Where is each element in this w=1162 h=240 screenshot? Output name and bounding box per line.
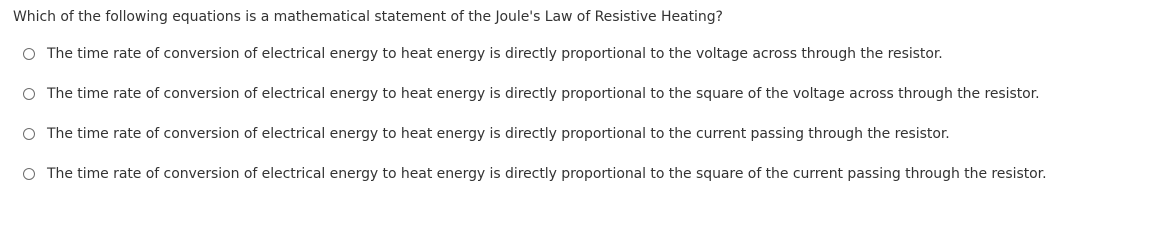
answer-option-3[interactable] bbox=[23, 123, 950, 145]
answer-option-label: The time rate of conversion of electrical energy to heat energy is directly proportional to the voltage across through the resistor. bbox=[47, 46, 943, 62]
radio-button-icon[interactable] bbox=[23, 168, 35, 180]
answer-option-label: The time rate of conversion of electrical energy to heat energy is directly proportional to the current passing through the resistor. bbox=[47, 126, 950, 142]
question-text: Which of the following equations is a mathematical statement of the Joule's Law of Resistive Heating? bbox=[13, 9, 723, 25]
answer-option-label: The time rate of conversion of electrical energy to heat energy is directly proportional to the square of the voltage across through the resistor. bbox=[47, 86, 1040, 102]
radio-button-icon[interactable] bbox=[23, 128, 35, 140]
answer-option-1[interactable] bbox=[23, 43, 943, 65]
answer-option-2[interactable] bbox=[23, 83, 1040, 105]
radio-button-icon[interactable] bbox=[23, 48, 35, 60]
answer-option-4[interactable] bbox=[23, 163, 1046, 185]
answer-option-label: The time rate of conversion of electrical energy to heat energy is directly proportional to the square of the current passing through the resistor. bbox=[47, 166, 1047, 182]
radio-button-icon[interactable] bbox=[23, 88, 35, 100]
